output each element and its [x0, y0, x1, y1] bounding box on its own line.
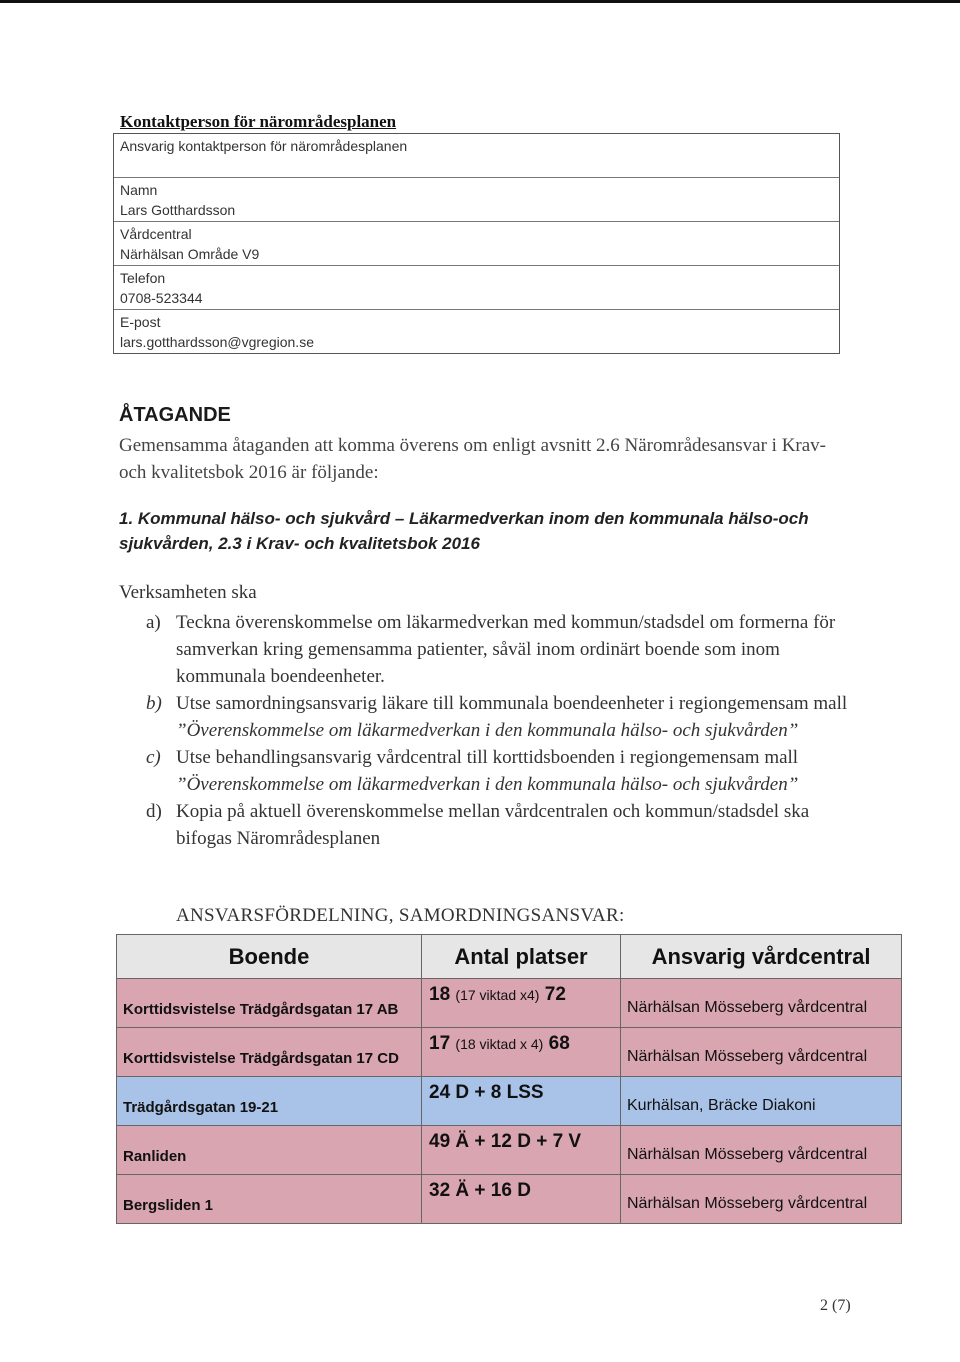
contact-title-row [114, 134, 839, 177]
cell-vardcentral: Närhälsan Mösseberg vårdcentral [621, 1126, 902, 1175]
contact-value: Lars Gotthardsson [120, 202, 236, 218]
contact-label: Namn [120, 182, 158, 198]
table-row [117, 1077, 902, 1126]
cell-boende: Korttidsvistelse Trädgårdsgatan 17 AB [117, 979, 422, 1028]
page-number: 2 (7) [820, 1297, 851, 1314]
table-row [117, 1175, 902, 1224]
contact-row-name [114, 177, 839, 221]
cell-vardcentral: Närhälsan Mösseberg vårdcentral [621, 1028, 902, 1077]
responsibility-table [116, 934, 902, 1224]
column-header-platser: Antal platser [422, 935, 621, 979]
contact-value: Närhälsan Område V9 [120, 246, 260, 262]
column-header-boende: Boende [117, 935, 422, 979]
list-text: Kopia på aktuell överenskommelse mellan vårdcentralen och kommun/stadsdel ska bifogas Närområdesplanen [176, 801, 810, 849]
commitment-intro: Gemensamma åtaganden att komma överens om enligt avsnitt 2.6 Närområdesansvar i Krav- och kvalitetsbok 2016 är följande: [119, 435, 826, 483]
list-item [146, 690, 856, 744]
contact-value: lars.gotthardsson@vgregion.se [120, 334, 314, 350]
cell-platser: 17 (18 viktad x 4) 68 [422, 1028, 621, 1077]
top-rule [0, 0, 960, 3]
list-item [146, 609, 856, 690]
cell-boende: Trädgårdsgatan 19-21 [117, 1077, 422, 1126]
cell-platser: 32 Ä + 16 D [422, 1175, 621, 1224]
list-text: Teckna överenskommelse om läkarmedverkan med kommun/stadsdel om formerna för samverkan kring gemensamma patienter, såväl inom ordinärt boende som inom kommunala boendeenheter. [176, 612, 836, 687]
contact-heading: Kontaktperson för närområdesplanen [120, 112, 397, 131]
task-list [146, 609, 856, 852]
responsibility-heading: ANSVARSFÖRDELNING, SAMORDNINGSANSVAR: [176, 905, 625, 926]
cell-boende: Ranliden [117, 1126, 422, 1175]
list-item [146, 744, 856, 798]
cell-vardcentral: Kurhälsan, Bräcke Diakoni [621, 1077, 902, 1126]
cell-platser: 49 Ä + 12 D + 7 V [422, 1126, 621, 1175]
contact-label: Vårdcentral [120, 226, 192, 242]
cell-platser: 18 (17 viktad x4) 72 [422, 979, 621, 1028]
contact-row-phone [114, 265, 839, 309]
list-text: Utse behandlingsansvarig vårdcentral till korttidsboenden i regiongemensam mall [176, 747, 799, 768]
list-text-italic: ”Överenskommelse om läkarmedverkan i den kommunala hälso- och sjukvården” [176, 720, 799, 741]
list-marker: a) [146, 612, 161, 633]
list-text-italic: ”Överenskommelse om läkarmedverkan i den kommunala hälso- och sjukvården” [176, 774, 799, 795]
cell-boende: Korttidsvistelse Trädgårdsgatan 17 CD [117, 1028, 422, 1077]
table-row [117, 979, 902, 1028]
list-text: Utse samordningsansvarig läkare till kommunala boendeenheter i regiongemensam mall [176, 693, 848, 714]
list-marker: b) [146, 693, 162, 714]
commitment-title: ÅTAGANDE [119, 404, 231, 426]
list-marker: c) [146, 747, 161, 768]
list-item [146, 798, 856, 852]
contact-row-email [114, 309, 839, 353]
table-row [117, 1126, 902, 1175]
column-header-vardcentral: Ansvarig vårdcentral [621, 935, 902, 979]
contact-label: Telefon [120, 270, 166, 286]
cell-vardcentral: Närhälsan Mösseberg vårdcentral [621, 1175, 902, 1224]
contact-row-clinic [114, 221, 839, 265]
contact-title: Ansvarig kontaktperson för närområdesplanen [120, 138, 408, 154]
cell-boende: Bergsliden 1 [117, 1175, 422, 1224]
list-marker: d) [146, 801, 162, 822]
table-header-row [117, 935, 902, 979]
contact-label: E-post [120, 314, 161, 330]
section-heading: 1. Kommunal hälso- och sjukvård – Läkarmedverkan inom den kommunala hälso-och sjukvården, 2.3 i Krav- och kvalitetsbok 2016 [119, 509, 809, 553]
cell-vardcentral: Närhälsan Mösseberg vårdcentral [621, 979, 902, 1028]
table-row [117, 1028, 902, 1077]
section-lead: Verksamheten ska [119, 582, 257, 603]
contact-table [113, 133, 840, 354]
cell-platser: 24 D + 8 LSS [422, 1077, 621, 1126]
contact-value: 0708-523344 [120, 290, 203, 306]
